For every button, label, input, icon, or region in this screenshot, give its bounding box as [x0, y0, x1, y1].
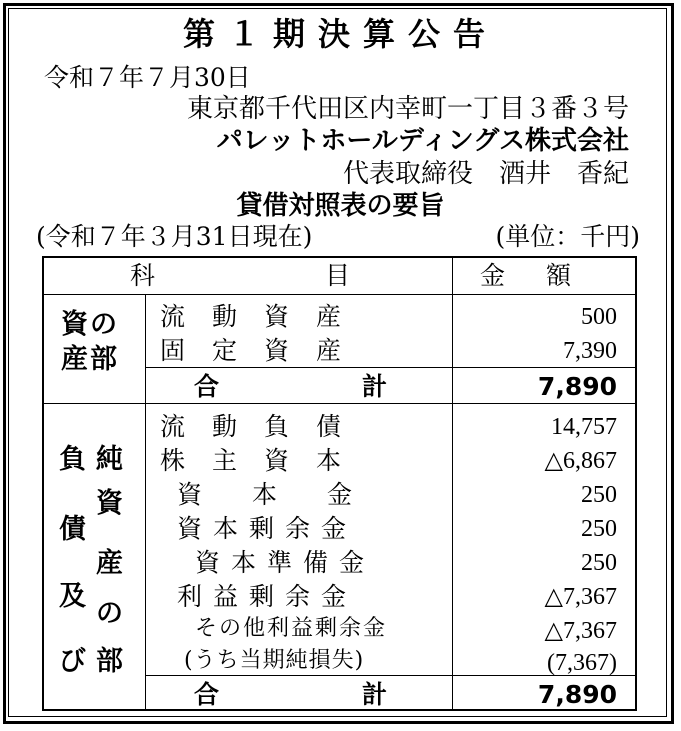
row-value: 250 — [581, 482, 617, 508]
liab-section-char: の — [96, 598, 123, 629]
row-label: 資本準備金 — [195, 548, 376, 577]
row-value: 14,757 — [551, 414, 617, 440]
row-label: 流 動 負 債 — [160, 412, 343, 441]
unit-label: (単位：千円) — [495, 222, 640, 251]
liab-section-char: 産 — [96, 548, 123, 579]
balance-sheet-table — [42, 256, 637, 711]
row-label: 資本剰余金 — [177, 514, 358, 543]
liab-section-char: 債 — [59, 514, 86, 545]
header-kamoku-2: 目 — [325, 261, 351, 290]
liab-total-label-2: 計 — [362, 680, 388, 709]
row-value: △6,867 — [544, 448, 617, 474]
assets-total-divider — [145, 367, 635, 368]
liab-total-value: 7,890 — [537, 680, 617, 709]
row-label: 利益剰余金 — [177, 582, 358, 611]
liab-section-char: 部 — [96, 646, 123, 677]
row-value: 500 — [581, 304, 617, 330]
assets-divider — [44, 403, 635, 404]
row-value: △7,367 — [544, 584, 617, 610]
row-label: 流 動 資 産 — [160, 302, 343, 331]
assets-section-line2: 産部 — [61, 344, 119, 375]
balance-sheet-title: 貸借対照表の要旨 — [236, 191, 445, 221]
assets-total-label-2: 計 — [362, 372, 388, 401]
row-value: 250 — [581, 516, 617, 542]
as-of-date: (令和７年３月31日現在) — [36, 222, 313, 251]
liab-total-label-1: 合 — [194, 680, 220, 709]
row-label: 株 主 資 本 — [160, 446, 343, 475]
amount-divider — [452, 258, 453, 709]
row-label: 資 本 金 — [177, 480, 353, 509]
row-label: (うち当期純損失) — [184, 648, 365, 673]
section-divider — [145, 294, 146, 709]
notice-title: 第１期決算公告 — [182, 15, 498, 53]
row-value: 250 — [581, 550, 617, 576]
row-label: その他利益剰余金 — [195, 616, 388, 641]
representative: 代表取締役 酒井 香紀 — [342, 159, 629, 189]
header-kingaku: 金 額 — [480, 261, 580, 290]
company-name: パレットホールディングス株式会社 — [216, 126, 629, 156]
assets-section-line1: 資の — [61, 309, 119, 340]
liab-section-char: 負 — [59, 444, 86, 475]
liab-section-char: 及 — [59, 581, 86, 612]
notice-date: 令和７年７月30日 — [44, 63, 251, 92]
row-value: (7,367) — [547, 650, 617, 676]
liab-section-char: 資 — [96, 488, 123, 519]
header-kamoku-1: 科 — [130, 261, 156, 290]
row-label: 固 定 資 産 — [160, 336, 343, 365]
row-value: △7,367 — [544, 618, 617, 644]
liab-section-char: 純 — [96, 444, 123, 475]
header-divider — [44, 294, 635, 295]
company-address: 東京都千代田区内幸町一丁目３番３号 — [186, 94, 629, 124]
assets-total-value: 7,890 — [537, 372, 617, 401]
row-value: 7,390 — [563, 338, 617, 364]
liab-section-char: び — [59, 646, 86, 677]
assets-total-label-1: 合 — [194, 372, 220, 401]
